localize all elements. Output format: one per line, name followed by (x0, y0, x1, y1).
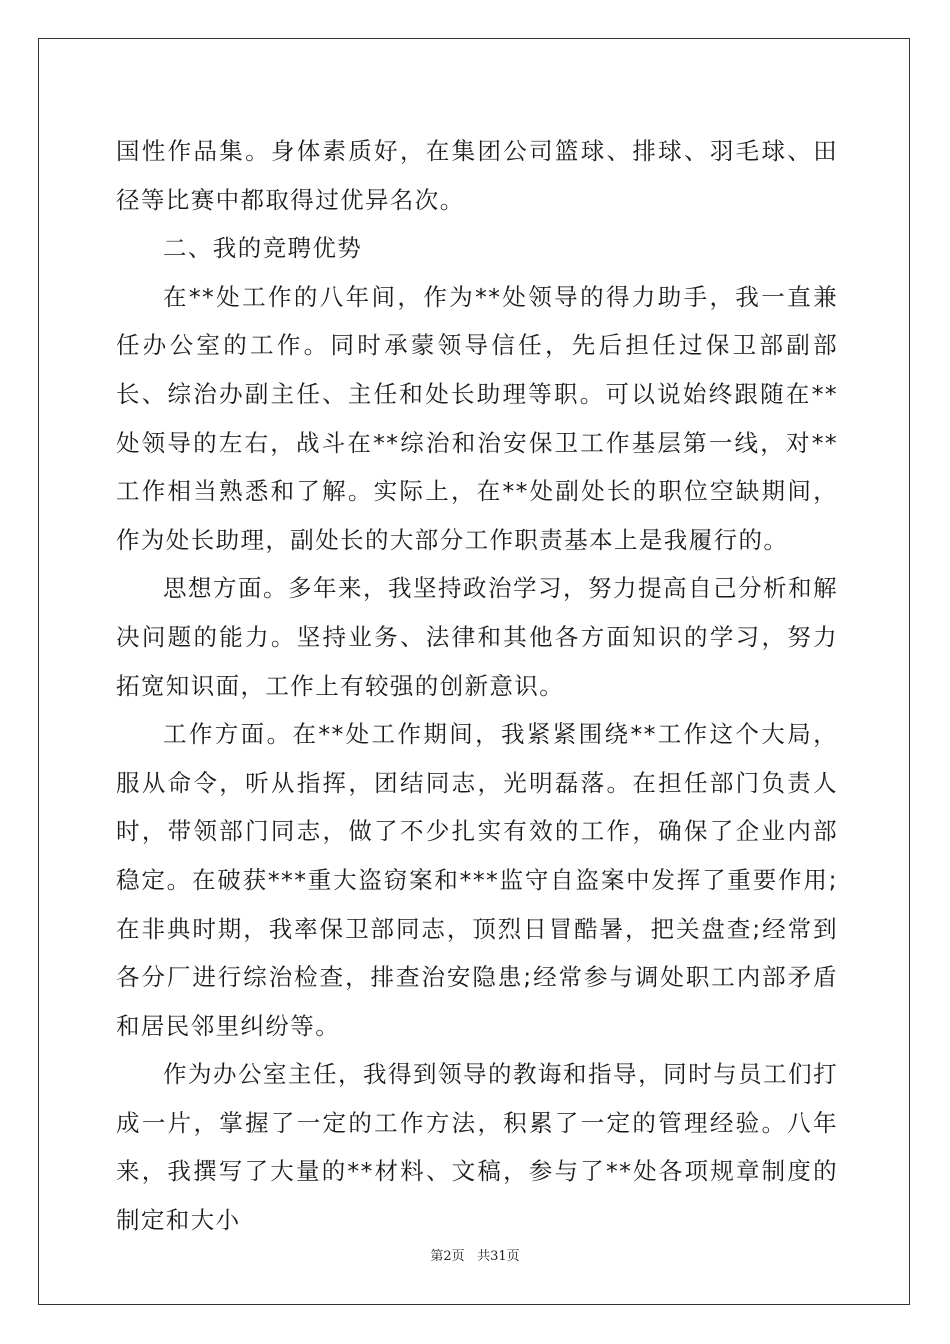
paragraph-2: 在**处工作的八年间，作为**处领导的得力助手，我一直兼任办公室的工作。同时承蒙领导信任，先后担任过保卫部副部长、综治办副主任、主任和处长助理等职。可以说始终跟随在**处领导的左右，战斗在**综治和治安保卫工作基层第一线，对**工作相当熟悉和了解。实际上，在**处副处长的职位空缺期间，作为处长助理，副处长的大部分工作职责基本上是我履行的。 (116, 282, 838, 554)
page-total: 共31页 (477, 1249, 520, 1264)
paragraph-1: 国性作品集。身体素质好，在集团公司篮球、排球、羽毛球、田径等比赛中都取得过优异名次。 (116, 137, 838, 214)
document-body (116, 127, 838, 1245)
paragraph-3: 思想方面。多年来，我坚持政治学习，努力提高自己分析和解决问题的能力。坚持业务、法律和其他各方面知识的学习，努力拓宽知识面，工作上有较强的创新意识。 (116, 574, 838, 700)
page-footer (0, 1245, 950, 1264)
page-number: 第2页 (430, 1249, 465, 1264)
paragraph-4: 工作方面。在**处工作期间，我紧紧围绕**工作这个大局，服从命令，听从指挥，团结同志，光明磊落。在担任部门负责人时，带领部门同志，做了不少扎实有效的工作，确保了企业内部稳定。在破获***重大盗窃案和***监守自盗案中发挥了重要作用;在非典时期，我率保卫部同志，顶烈日冒酷暑，把关盘查;经常到各分厂进行综治检查，排查治安隐患;经常参与调处职工内部矛盾和居民邻里纠纷等。 (116, 720, 838, 1040)
section-heading: 二、我的竞聘优势 (163, 234, 363, 263)
paragraph-5: 作为办公室主任，我得到领导的教诲和指导，同时与员工们打成一片，掌握了一定的工作方法，积累了一定的管理经验。八年来，我撰写了大量的**材料、文稿，参与了**处各项规章制度的制定和大小 (116, 1060, 838, 1235)
